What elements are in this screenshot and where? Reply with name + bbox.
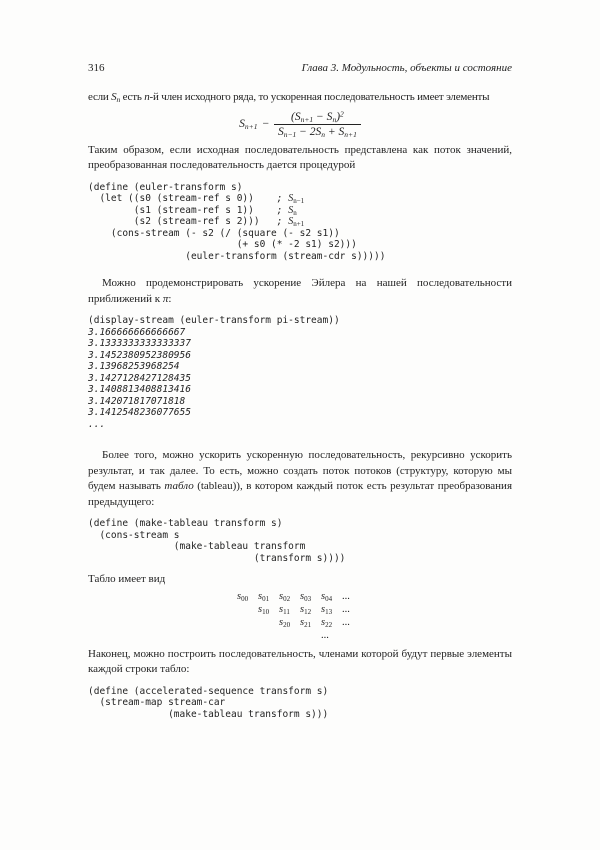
code-line: (define (accelerated-sequence transform s) xyxy=(88,685,329,697)
code-block-make-tableau xyxy=(88,518,512,564)
code-line: (display-stream (euler-transform pi-stream)) xyxy=(88,315,340,326)
chapter-title: Глава 3. Модульность, объекты и состояние xyxy=(301,62,512,74)
tableau-ellipsis: ... xyxy=(342,616,350,628)
output-line: 3.1452380952380956 xyxy=(88,349,191,361)
code-block-accelerated-sequence xyxy=(88,686,512,721)
fraction-denominator: $S_{n-1} - 2S_n + S_{n+1}$ xyxy=(277,125,357,139)
code-block-display-stream xyxy=(88,315,512,430)
code-line: (euler-transform (stream-cdr s))))) xyxy=(88,250,386,262)
paragraph-demo: Можно продемонстрировать ускорение Эйлера на нашей последовательности приближений к π: xyxy=(88,277,512,305)
code-line: (define (make-tableau transform s) xyxy=(88,518,283,529)
code-line: (define (euler-transform s) xyxy=(88,181,243,193)
output-line: 3.1412548236077655 xyxy=(88,407,191,418)
code-line: (s2 (stream-ref s 2))) ; $S_{n+1}$ xyxy=(88,216,305,228)
term-tableau-italic: табло xyxy=(164,480,194,492)
tableau-row: $s_{00}$ $s_{01}$ $s_{02}$ $s_{03}$ $s_{04}$ ... xyxy=(237,591,363,604)
code-line: (let ((s0 (stream-ref s 0)) ; $S_{n-1}$ xyxy=(88,193,305,205)
paragraph-finally: Наконец, можно построить последовательность, членами которой будут первые элементы каждой строки табло: xyxy=(88,647,512,675)
euler-acceleration-formula xyxy=(88,111,512,138)
math-var-pi: π xyxy=(162,292,169,305)
output-line: 3.1408813408813416 xyxy=(88,384,191,395)
output-line: 3.1333333333333337 xyxy=(88,338,191,349)
page-number: 316 xyxy=(88,62,105,74)
running-head xyxy=(88,62,512,74)
output-line: 3.1427128427128435 xyxy=(88,372,191,384)
code-line: (make-tableau transform s))) xyxy=(88,708,329,720)
output-line: 3.13968253968254 xyxy=(88,361,180,372)
paragraph-moreover: Более того, можно ускорить ускоренную последовательность, рекурсивно ускорить результат, и так далее. То есть, можно создать поток потоков (структуру, которую мы будем называть табло (tableau)), в котором каждый поток есть результат преобразования предыдущего: xyxy=(88,449,513,508)
formula-lead-term: $S_{n+1}$ xyxy=(239,118,258,131)
code-line: (cons-stream s xyxy=(88,529,180,541)
code-line: (s1 (stream-ref s 1)) ; $S_n$ xyxy=(88,204,297,217)
tableau-ellipsis: ... xyxy=(342,603,350,615)
minus-sign: − xyxy=(262,118,269,130)
paragraph-thus: Таким образом, если исходная последовательность представлена как поток значений, преобразованная последовательность дается процедурой xyxy=(88,143,512,171)
tableau-matrix xyxy=(237,591,363,643)
tableau-ellipsis: ... xyxy=(342,590,350,602)
comment-math-var: S xyxy=(288,193,294,204)
tableau-row: $s_{20}$ $s_{21}$ $s_{22}$ ... xyxy=(237,617,363,630)
output-ellipsis: ... xyxy=(88,418,106,430)
fraction-numerator: $(S_{n+1} - S_n)^2$ xyxy=(274,111,361,125)
code-line: (+ s0 (* -2 s1) s2))) xyxy=(88,239,357,250)
comment-math-var: S xyxy=(288,216,294,227)
tableau-row: $s_{10}$ $s_{11}$ $s_{12}$ $s_{13}$ ... xyxy=(237,604,363,617)
math-var-sn: $S_n$ xyxy=(111,91,121,104)
tableau-row xyxy=(237,630,363,643)
code-block-euler-transform xyxy=(88,182,512,263)
tableau-ellipsis: ... xyxy=(321,629,329,641)
formula-fraction xyxy=(274,111,361,138)
code-line: (stream-map stream-car xyxy=(88,697,226,708)
code-line: (cons-stream (- s2 (/ (square (- s2 s1)) xyxy=(88,227,340,239)
output-line: 3.142071817071818 xyxy=(88,395,186,407)
code-line: (make-tableau transform xyxy=(88,541,306,552)
math-var-n: n xyxy=(144,91,150,103)
code-line: (transform s)))) xyxy=(88,552,346,564)
output-line: 3.166666666666667 xyxy=(88,326,186,338)
paragraph-intro: если $S_n$ есть n-й член исходного ряда, то ускоренная последовательность имеет элементы xyxy=(88,91,490,104)
paragraph-tableau-caption: Табло имеет вид xyxy=(88,573,166,585)
comment-math-var: S xyxy=(288,204,294,216)
